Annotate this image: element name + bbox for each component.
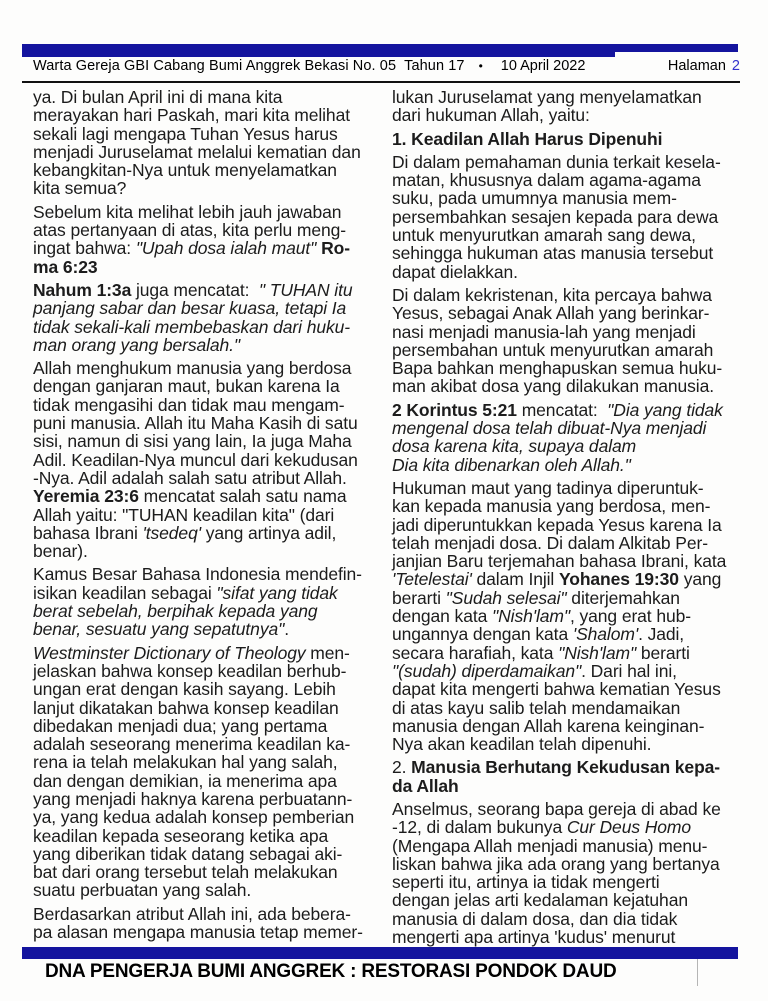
text-line: sekali lagi mengapa Tuhan Yesus harus [33,123,338,144]
page-header [33,58,740,74]
text-line: kebangkitan-Nya untuk menyelamatkan [33,160,337,181]
text-line: dibedakan menjadi dua; yang pertama [33,715,328,736]
paragraph [33,644,389,900]
text-line: liskan bahwa jika ada orang yang bertanya [392,853,720,874]
text-line: ya, yang kedua adalah konsep pemberian [33,807,355,828]
text-line: "(sudah) diperdamaikan". Dari hal ini, [392,660,677,681]
header-bar [22,44,615,57]
paragraph [33,203,389,276]
paragraph [392,401,748,474]
footer-banner-text: DNA PENGERJA BUMI ANGGREK : RESTORASI PONDOK DAUD [45,961,617,982]
newsletter-title: Warta Gereja GBI Cabang Bumi Anggrek Bekasi No. 05 Tahun 17 [33,58,465,74]
text-line: yang menjadi haknya karena perbuatann- [33,788,353,809]
text-line: benar). [33,541,88,562]
text-line: Adil. Keadilan-Nya muncul dari kekudusan [33,449,358,470]
text-line: -12, di dalam bukunya Cur Deus Homo [392,817,692,838]
text-line: jelaskan bahwa konsep keadilan berhub- [33,660,347,681]
section-heading [392,758,748,795]
paragraph [33,88,389,198]
text-line: dengan jelas arti kedalaman kejatuhan [392,890,688,911]
text-line: persembahan untuk menyurutkan amarah [392,339,714,360]
right-column [392,88,748,946]
text-line: man orang yang bersalah." [33,334,241,355]
header-bar-right-segment [615,44,738,52]
text-line: rena ia telah melakukan hal yang salah, [33,752,338,773]
text-line: berat sebelah, berpihak kepada yang [33,601,318,622]
text-line: manusia di dalam dosa, dan dia tidak [392,908,678,929]
paragraph [392,479,748,753]
text-line: Nahum 1:3a juga mencatat: " TUHAN itu [33,279,353,300]
text-line: ungan erat dengan kasih sayang. Lebih [33,679,336,700]
text-line: yang diberikan tidak datang sebagai aki- [33,843,343,864]
bullet-separator-icon: • [478,59,483,73]
text-line: janjian Baru terjemahan bahasa Ibrani, kata [392,551,727,572]
text-line: puni manusia. Allah itu Maha Kasih di satu [33,413,358,434]
text-line: tidak sekali-kali membebaskan dari huku- [33,316,350,337]
text-line: mengenal dosa telah dibuat-Nya menjadi [392,418,707,439]
text-line: telah menjadi dosa. Di dalam Alkitab Per- [392,532,708,553]
text-line: keadilan kepada seseorang ketika apa [33,825,329,846]
text-line: manusia dengan Allah karena keinginan- [392,715,705,736]
text-line: panjang sabar dan besar kuasa, tetapi Ia [33,298,347,319]
text-line: 2. Manusia Berhutang Kekudusan kepa- [392,757,721,778]
text-line: ungannya dengan kata 'Shalom'. Jadi, [392,624,685,645]
footer-bar [22,947,738,959]
text-line: matan, khususnya dalam agama-agama [392,170,701,191]
header-rule [22,81,740,83]
text-line: dengan ganjaran maut, bukan karena Ia [33,376,340,397]
text-line: Yeremia 23:6 mencatat salah satu nama [33,486,347,507]
left-column [33,88,389,941]
text-line: suatu perbuatan yang salah. [33,880,252,901]
text-line: kan kepada manusia yang berdosa, men- [392,496,711,517]
text-line: lanjut dikatakan bahwa konsep keadilan [33,697,339,718]
text-line: man akibat dosa yang dilakukan manusia. [392,376,714,397]
text-line: bat dari orang tersebut telah melakukan [33,862,338,883]
text-line: Sebelum kita melihat lebih jauh jawaban [33,201,342,222]
paragraph [33,281,389,354]
text-line: Kamus Besar Bahasa Indonesia mendefin- [33,564,362,585]
text-line: tidak mengasihi dan tidak mau mengam- [33,394,345,415]
text-line: bahasa Ibrani 'tsedeq' yang artinya adil, [33,522,337,543]
text-line: da Allah [392,775,459,796]
text-line: mengerti apa artinya 'kudus' menurut [392,927,676,948]
text-line: Di dalam kekristenan, kita percaya bahwa [392,284,712,305]
paragraph [33,565,389,638]
text-line: persembahkan sesajen kepada para dewa [392,206,719,227]
text-line: Di dalam pemahaman dunia terkait kesela- [392,151,721,172]
text-line: ingat bahwa: "Upah dosa ialah maut" Ro- [33,238,350,259]
text-line: sisi, namun di sisi yang lain, Ia juga Maha [33,431,352,452]
text-line: 1. Keadilan Allah Harus Dipenuhi [392,128,663,149]
text-line: Nya akan keadilan telah dipenuhi. [392,734,652,755]
text-line: benar, sesuatu yang sepatutnya". [33,619,289,640]
text-line: isikan keadilan sebagai "sifat yang tidak [33,582,338,603]
text-line: untuk menyurutkan amarah sang dewa, [392,225,696,246]
text-line: dosa karena kita, supaya dalam [392,436,637,457]
text-line: suku, pada umumnya manusia mem- [392,188,677,209]
text-line: dengan kata "Nish'lam", yang erat hub- [392,606,691,627]
text-line: ya. Di bulan April ini di mana kita [33,87,283,107]
footer-cell-divider [697,959,698,986]
text-line: dari hukuman Allah, yaitu: [392,105,590,126]
text-line: Westminster Dictionary of Theology men- [33,642,350,663]
text-line: -Nya. Adil adalah salah satu atribut Allah. [33,467,347,488]
text-line: Anselmus, seorang bapa gereja di abad ke [392,798,721,819]
text-line: nasi menjadi manusia-lah yang menjadi [392,321,696,342]
text-line: ma 6:23 [33,256,98,277]
paragraph [392,88,748,125]
paragraph [33,359,389,560]
text-line: Allah menghukum manusia yang berdosa [33,358,352,379]
paragraph [392,800,748,946]
text-line: kita semua? [33,178,127,199]
text-line: Berdasarkan atribut Allah ini, ada bebera- [33,903,351,924]
text-line: berarti "Sudah selesai" diterjemahkan [392,587,680,608]
text-line: jadi diperuntukkan kepada Yesus karena Ia [392,514,722,535]
paragraph [33,905,389,942]
text-line: adalah seseorang menerima keadilan ka- [33,734,351,755]
text-line: sehingga hukuman atas manusia tersebut [392,243,714,264]
text-line: Dia kita dibenarkan oleh Allah." [392,454,631,475]
section-heading [392,130,748,148]
text-line: merayakan hari Paskah, mari kita melihat [33,105,350,126]
text-line: dan dengan demikian, ia menerima apa [33,770,337,791]
text-line: Bapa bahkan menghapuskan semua huku- [392,358,723,379]
text-line: lukan Juruselamat yang menyelamatkan [392,87,702,107]
text-line: Hukuman maut yang tadinya diperuntuk- [392,477,704,498]
text-line: Yesus, sebagai Anak Allah yang berinkar- [392,303,710,324]
issue-date: 10 April 2022 [500,58,586,74]
text-line: seperti itu, artinya ia tidak mengerti [392,872,660,893]
text-line: 2 Korintus 5:21 mencatat: "Dia yang tidak [392,399,723,420]
text-line: menjadi Juruselamat melalui kematian dan [33,141,361,162]
paragraph [392,153,748,281]
text-line: dapat dielakkan. [392,261,518,282]
text-line: 'Tetelestai' dalam Injil Yohanes 19:30 yang [392,569,722,590]
text-line: di atas kayu salib telah mendamaikan [392,697,681,718]
text-line: (Mengapa Allah menjadi manusia) menu- [392,835,708,856]
text-line: secara harafiah, kata "Nish'lam" berarti [392,642,690,663]
page-number: 2 [731,58,740,74]
text-line: atas pertanyaan di atas, kita perlu meng- [33,220,347,241]
text-line: dapat kita mengerti bahwa kematian Yesus [392,679,721,700]
page-label: Halaman [667,58,726,74]
paragraph [392,286,748,396]
text-line: pa alasan mengapa manusia tetap memer- [33,922,363,943]
text-line: Allah yaitu: "TUHAN keadilan kita" (dari [33,504,335,525]
